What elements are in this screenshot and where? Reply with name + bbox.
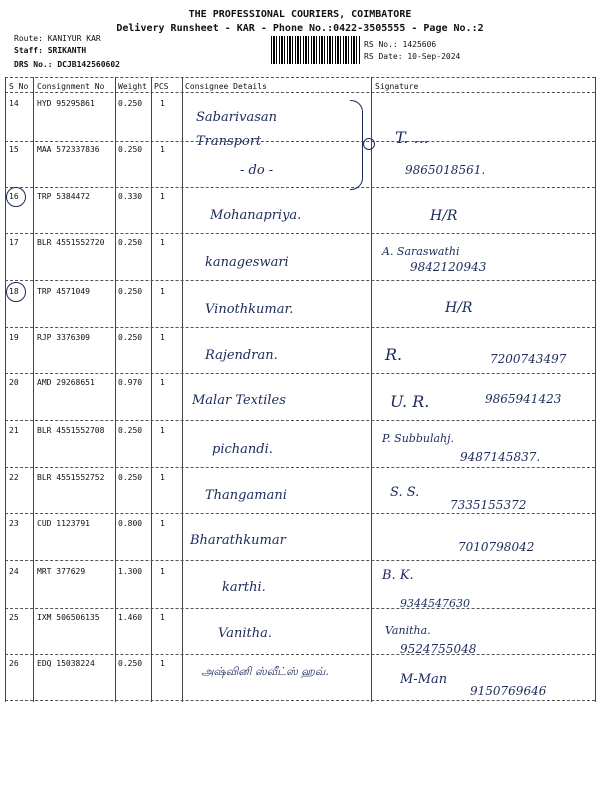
row-signature-phone: 9524755048	[400, 642, 477, 656]
row-signature: P. Subbulahj.	[382, 432, 455, 445]
row-sno: 14	[9, 99, 19, 108]
row-consignee: karthi.	[222, 580, 266, 595]
row-signature-phone: 7335155372	[450, 498, 527, 512]
row-sno: 21	[9, 426, 19, 435]
row-signature-phone: 9487145837.	[460, 450, 541, 464]
row-pcs: 1	[160, 567, 165, 576]
row-signature: T. ...	[395, 128, 429, 147]
row-consignment-no: IXM 506506135	[37, 613, 100, 622]
row-signature-phone: 9865018561.	[405, 163, 486, 177]
col-header-consignee: Consignee Details	[185, 82, 267, 91]
row-divider	[5, 233, 595, 234]
col-header-consignment: Consignment No	[37, 82, 105, 91]
row-consignment-no: AMD 29268651	[37, 378, 95, 387]
row-consignment-no: MRT 377629	[37, 567, 86, 576]
row-consignee: அஷ்வினி ஸ்வீட்ஸ் ஹவ்.	[201, 665, 329, 678]
row-signature-phone: 7200743497	[490, 352, 567, 366]
row-pcs: 1	[160, 659, 165, 668]
row-signature: Vanitha.	[385, 624, 431, 637]
row-pcs: 1	[160, 238, 165, 247]
row-weight: 1.300	[118, 567, 143, 576]
row-signature: U. R.	[390, 392, 430, 411]
row-consignee: Mohanapriya.	[210, 208, 302, 223]
row-divider	[5, 608, 595, 609]
row-consignment-no: BLR 4551552752	[37, 473, 105, 482]
row-weight: 0.250	[118, 99, 143, 108]
rs-number: RS No.: 1425606	[364, 40, 437, 49]
row-sno: 24	[9, 567, 19, 576]
row-pcs: 1	[160, 333, 165, 342]
company-title: THE PROFESSIONAL COURIERS, COIMBATORE	[188, 9, 412, 20]
row-consignment-no: TRP 5384472	[37, 192, 90, 201]
drs-number: DRS No.: DCJB142560602	[14, 60, 120, 69]
row-pcs: 1	[160, 378, 165, 387]
row-consignee: Bharathkumar	[190, 533, 286, 548]
row-weight: 0.970	[118, 378, 143, 387]
row-divider	[5, 280, 595, 281]
row-divider	[5, 187, 595, 188]
col-header-signature: Signature	[375, 82, 419, 91]
row-pcs: 1	[160, 99, 165, 108]
row-sno: 17	[9, 238, 19, 247]
row-signature: H/R	[445, 300, 473, 316]
runsheet-subtitle: Delivery Runsheet - KAR - Phone No.:0422-3505555 - Page No.:2	[116, 23, 484, 34]
row-pcs: 1	[160, 287, 165, 296]
row-signature: S. S.	[390, 485, 420, 500]
row-consignment-no: RJP 3376309	[37, 333, 90, 342]
row-consignee: - do -	[240, 163, 274, 178]
route-label: Route: KANIYUR KAR	[14, 34, 101, 43]
row-signature: R.	[385, 345, 403, 364]
row-divider	[5, 327, 595, 328]
row-weight: 0.250	[118, 238, 143, 247]
row-pcs: 1	[160, 192, 165, 201]
col-header-weight: Weight	[118, 82, 147, 91]
bracket-mark	[350, 100, 363, 190]
row-sno: 16	[9, 192, 19, 201]
row-divider	[5, 467, 595, 468]
row-sno: 22	[9, 473, 19, 482]
row-consignee: Vanitha.	[218, 626, 272, 641]
row-sno: 26	[9, 659, 19, 668]
row-divider	[5, 420, 595, 421]
circle-mark	[363, 138, 375, 150]
row-signature: A. Saraswathi	[382, 245, 460, 258]
row-divider	[5, 373, 595, 374]
col-header-pcs: PCS	[154, 82, 169, 91]
row-divider	[5, 560, 595, 561]
row-pcs: 1	[160, 613, 165, 622]
row-consignment-no: TRP 4571049	[37, 287, 90, 296]
table-top-rule	[5, 77, 595, 78]
row-consignment-no: EDQ 15038224	[37, 659, 95, 668]
row-weight: 0.250	[118, 659, 143, 668]
row-sno: 18	[9, 287, 19, 296]
row-signature-phone: 7010798042	[458, 540, 535, 554]
row-weight: 0.250	[118, 333, 143, 342]
col-divider	[595, 77, 596, 702]
row-consignee: Sabarivasan Transport	[196, 110, 277, 149]
row-sno: 23	[9, 519, 19, 528]
row-consignment-no: HYD 95295861	[37, 99, 95, 108]
row-consignment-no: MAA 572337836	[37, 145, 100, 154]
row-divider	[5, 141, 595, 142]
row-consignment-no: CUD 1123791	[37, 519, 90, 528]
row-signature-phone: 9344547630	[400, 597, 470, 610]
row-weight: 0.250	[118, 473, 143, 482]
row-signature: M-Man	[400, 672, 448, 687]
col-header-sno: S No	[9, 82, 29, 91]
row-weight: 1.460	[118, 613, 143, 622]
row-weight: 0.800	[118, 519, 143, 528]
row-divider	[5, 654, 595, 655]
row-signature-phone: 9842120943	[410, 260, 487, 274]
header-bottom-rule	[5, 92, 595, 93]
barcode	[271, 36, 361, 64]
row-pcs: 1	[160, 145, 165, 154]
row-consignee: pichandi.	[212, 442, 273, 457]
row-consignment-no: BLR 4551552708	[37, 426, 105, 435]
row-pcs: 1	[160, 473, 165, 482]
row-weight: 0.250	[118, 145, 143, 154]
rs-date: RS Date: 10-Sep-2024	[364, 52, 461, 61]
row-sno: 25	[9, 613, 19, 622]
row-pcs: 1	[160, 519, 165, 528]
staff-label: Staff: SRIKANTH	[14, 46, 87, 55]
row-weight: 0.330	[118, 192, 143, 201]
row-consignee: Thangamani	[205, 488, 287, 503]
row-signature: B. K.	[382, 568, 414, 583]
row-sno: 20	[9, 378, 19, 387]
row-pcs: 1	[160, 426, 165, 435]
row-sno: 19	[9, 333, 19, 342]
row-weight: 0.250	[118, 287, 143, 296]
row-consignee: Malar Textiles	[192, 393, 286, 408]
row-weight: 0.250	[118, 426, 143, 435]
row-sno: 15	[9, 145, 19, 154]
row-consignee: Rajendran.	[205, 348, 278, 363]
row-signature-phone: 9865941423	[485, 392, 562, 406]
row-consignee: kanageswari	[205, 255, 289, 270]
row-divider	[5, 513, 595, 514]
row-consignee: Vinothkumar.	[205, 302, 294, 317]
table-bottom-rule	[5, 700, 595, 701]
row-signature-phone: 9150769646	[470, 684, 547, 698]
row-consignment-no: BLR 4551552720	[37, 238, 105, 247]
row-signature: H/R	[430, 208, 458, 224]
